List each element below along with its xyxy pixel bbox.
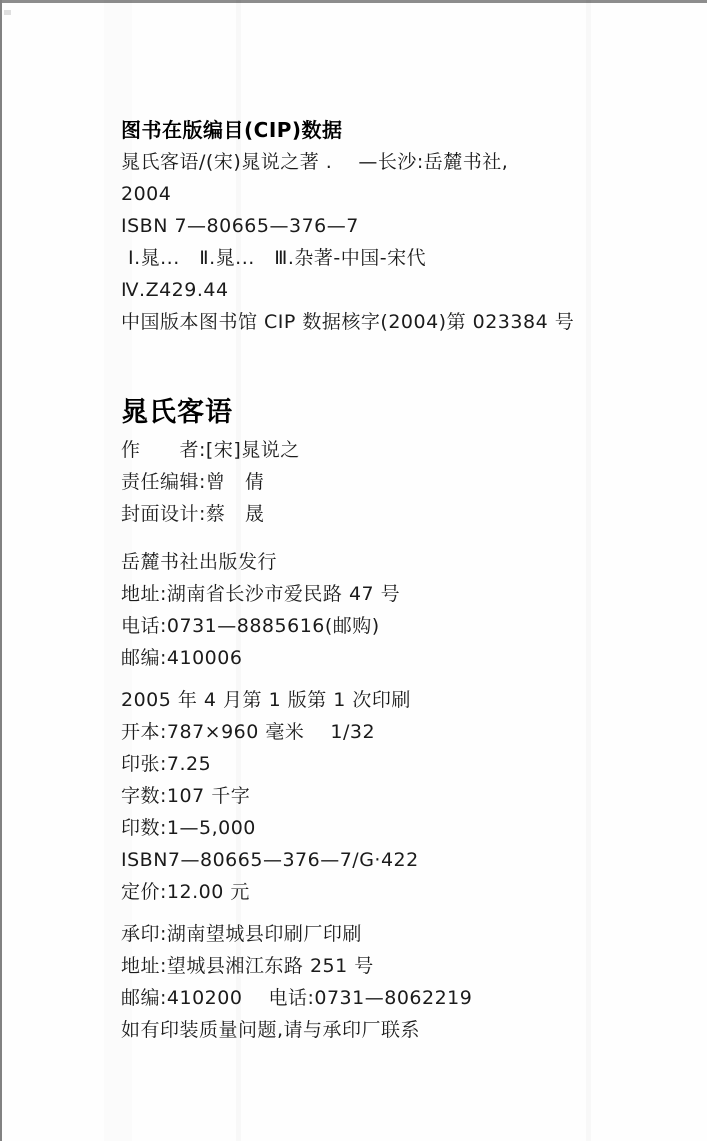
printing-line-price: 定价:12.00 元 — [121, 881, 250, 903]
printer-line-postcode-phone: 邮编:410200 电话:0731—8062219 — [121, 987, 473, 1009]
title-block — [121, 392, 641, 530]
printing-line-format: 开本:787×960 毫米 1/32 — [121, 721, 376, 743]
page-content — [121, 114, 641, 1046]
scan-edge-top — [0, 0, 707, 3]
book-title: 晁氏客语 — [121, 397, 233, 428]
publisher-line-postcode: 邮编:410006 — [121, 647, 243, 669]
printing-line-print-run: 印数:1—5,000 — [121, 817, 256, 839]
credit-line-cover-design: 封面设计:蔡 晟 — [121, 503, 265, 525]
scan-speck — [4, 10, 11, 15]
printer-block — [121, 918, 641, 1046]
cip-block — [121, 114, 641, 338]
printing-line-edition: 2005 年 4 月第 1 版第 1 次印刷 — [121, 689, 411, 711]
cip-line-record-number: 中国版本图书馆 CIP 数据核字(2004)第 023384 号 — [121, 311, 575, 333]
publisher-line-address: 地址:湖南省长沙市爱民路 47 号 — [121, 583, 401, 605]
printer-line-address: 地址:望城县湘江东路 251 号 — [121, 955, 374, 977]
printing-line-sheets: 印张:7.25 — [121, 753, 212, 775]
cip-heading: 图书在版编目(CIP)数据 — [121, 118, 343, 142]
publisher-line-name: 岳麓书社出版发行 — [121, 551, 278, 573]
cip-line-title-author: 晁氏客语/(宋)晁说之著 . —长沙:岳麓书社, — [121, 151, 509, 173]
credit-line-author: 作 者:[宋]晁说之 — [121, 439, 300, 461]
printing-block — [121, 684, 641, 908]
printer-line-quality-notice: 如有印装质量问题,请与承印厂联系 — [121, 1019, 421, 1041]
cip-line-isbn: ISBN 7—80665—376—7 — [121, 215, 359, 237]
credit-line-editor: 责任编辑:曾 倩 — [121, 471, 265, 493]
cip-line-classification: Ⅰ.晁... Ⅱ.晁... Ⅲ.杂著-中国-宋代 — [128, 247, 427, 269]
printing-line-isbn: ISBN7—80665—376—7/G·422 — [121, 849, 419, 871]
publisher-block — [121, 546, 641, 674]
cip-line-call-number: Ⅳ.Z429.44 — [121, 279, 229, 301]
printing-line-word-count: 字数:107 千字 — [121, 785, 251, 807]
printer-line-name: 承印:湖南望城县印刷厂印刷 — [121, 923, 362, 945]
cip-line-year: 2004 — [121, 183, 172, 205]
publisher-line-phone: 电话:0731—8885616(邮购) — [121, 615, 380, 637]
scan-edge-left — [0, 0, 2, 1141]
